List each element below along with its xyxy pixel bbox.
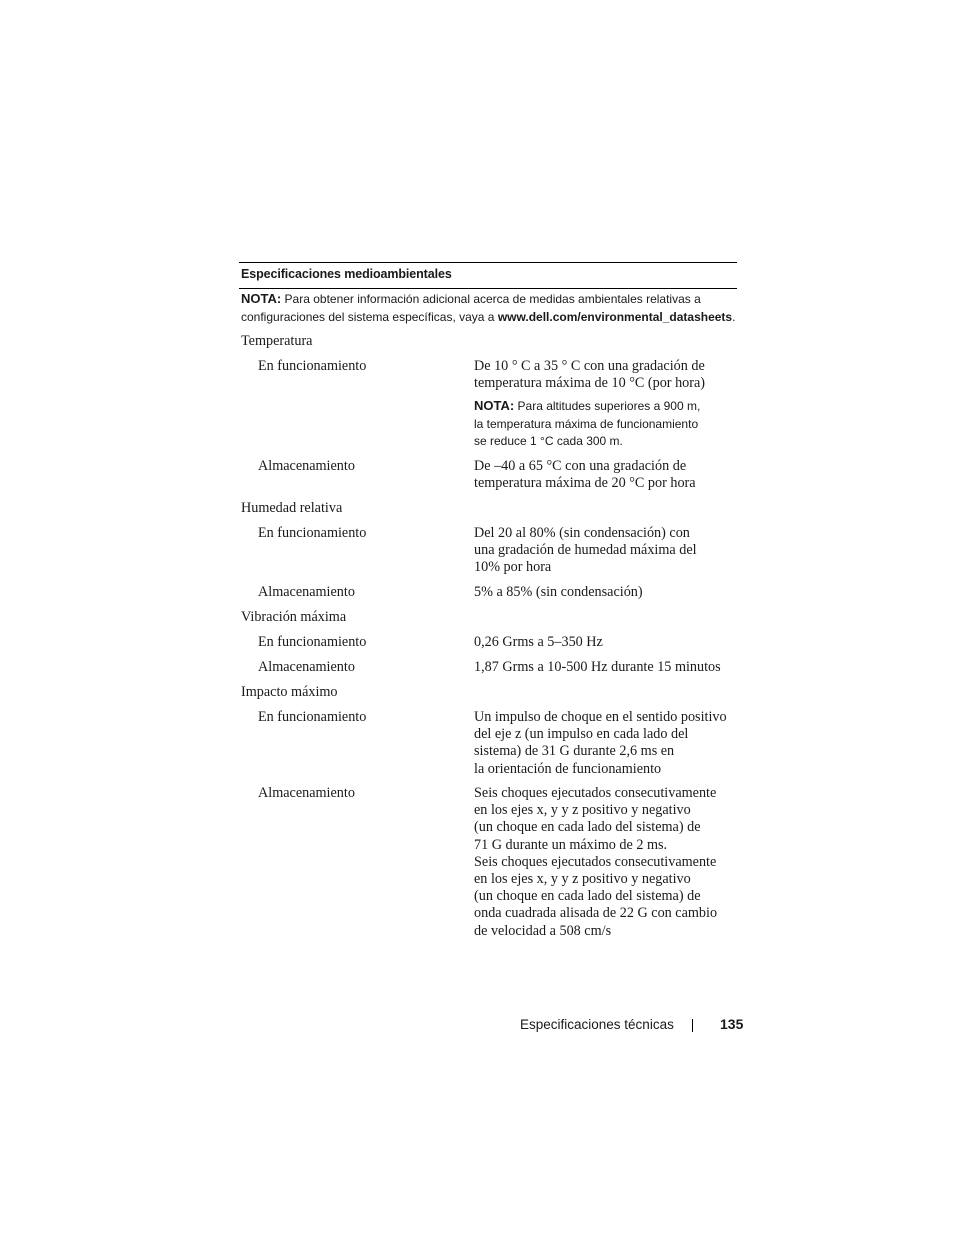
value-line: 5% a 85% (sin condensación) bbox=[474, 584, 643, 600]
humidity-operating-value bbox=[474, 525, 744, 577]
page-number: 135 bbox=[720, 1016, 744, 1032]
humidity-operating-label: En funcionamiento bbox=[258, 525, 367, 541]
shock-storage-value bbox=[474, 785, 744, 940]
shock-storage-label: Almacenamiento bbox=[258, 785, 355, 801]
footer-separator bbox=[692, 1019, 693, 1032]
value-line: Un impulso de choque en el sentido positivo bbox=[474, 709, 727, 725]
value-line: De –40 a 65 °C con una gradación de bbox=[474, 458, 687, 474]
vibration-storage-value bbox=[474, 659, 744, 676]
shock-label: Impacto máximo bbox=[241, 684, 338, 700]
note-label: NOTA: bbox=[241, 291, 282, 306]
temperature-storage-label: Almacenamiento bbox=[258, 458, 355, 474]
shock-operating-label: En funcionamiento bbox=[258, 709, 367, 725]
temperature-note bbox=[474, 397, 744, 451]
value-line: De 10 ° C a 35 ° C con una gradación de bbox=[474, 358, 705, 374]
temperature-operating-value bbox=[474, 358, 744, 392]
value-line: onda cuadrada alisada de 22 G con cambio bbox=[474, 905, 718, 922]
value-line: 0,26 Grms a 5–350 Hz bbox=[474, 634, 603, 650]
humidity-label: Humedad relativa bbox=[241, 500, 343, 516]
value-line: 1,87 Grms a 10-500 Hz durante 15 minutos bbox=[474, 659, 721, 675]
value-line: la orientación de funcionamiento bbox=[474, 760, 662, 777]
temperature-note-label: NOTA: bbox=[474, 398, 515, 413]
note-text-2: configuraciones del sistema específicas, vaya a bbox=[241, 309, 498, 324]
value-line: sistema) de 31 G durante 2,6 ms en bbox=[474, 743, 675, 760]
note-line: se reduce 1 °C cada 300 m. bbox=[474, 434, 623, 448]
value-line: de velocidad a 508 cm/s bbox=[474, 922, 612, 939]
shock-operating-value bbox=[474, 709, 744, 778]
section-title: Especificaciones medioambientales bbox=[241, 267, 452, 281]
value-line: en los ejes x, y y z positivo y negativo bbox=[474, 802, 691, 819]
value-line: (un choque en cada lado del sistema) de bbox=[474, 888, 701, 905]
temperature-operating-label: En funcionamiento bbox=[258, 358, 367, 374]
value-line: Del 20 al 80% (sin condensación) con bbox=[474, 525, 690, 541]
humidity-storage-label: Almacenamiento bbox=[258, 584, 355, 600]
value-line: temperatura máxima de 10 °C (por hora) bbox=[474, 375, 706, 392]
footer-section-title: Especificaciones técnicas bbox=[520, 1017, 674, 1032]
vibration-storage-label: Almacenamiento bbox=[258, 659, 355, 675]
vibration-operating-label: En funcionamiento bbox=[258, 634, 367, 650]
note-url: www.dell.com/environmental_datasheets bbox=[497, 309, 733, 324]
vibration-operating-value bbox=[474, 634, 744, 651]
temperature-label: Temperatura bbox=[241, 333, 313, 349]
vibration-label: Vibración máxima bbox=[241, 609, 347, 625]
section-header bbox=[239, 262, 737, 289]
page-footer bbox=[0, 1015, 954, 1035]
value-line: Seis choques ejecutados consecutivamente bbox=[474, 785, 717, 801]
value-line: (un choque en cada lado del sistema) de bbox=[474, 819, 701, 836]
value-line: del eje z (un impulso en cada lado del bbox=[474, 726, 689, 743]
environmental-note bbox=[241, 290, 741, 326]
note-line: la temperatura máxima de funcionamiento bbox=[474, 416, 699, 431]
value-line: temperatura máxima de 20 °C por hora bbox=[474, 475, 696, 492]
value-line: Seis choques ejecutados consecutivamente bbox=[474, 853, 717, 870]
note-line: Para altitudes superiores a 900 m, bbox=[514, 399, 701, 413]
value-line: 71 G durante un máximo de 2 ms. bbox=[474, 836, 668, 853]
value-line: en los ejes x, y y z positivo y negativo bbox=[474, 871, 691, 888]
value-line: una gradación de humedad máxima del bbox=[474, 542, 697, 559]
value-line: 10% por hora bbox=[474, 559, 552, 576]
temperature-storage-value bbox=[474, 458, 744, 492]
note-end: . bbox=[732, 309, 736, 324]
humidity-storage-value bbox=[474, 584, 744, 601]
note-text-1: Para obtener información adicional acerca de medidas ambientales relativas a bbox=[281, 292, 701, 306]
